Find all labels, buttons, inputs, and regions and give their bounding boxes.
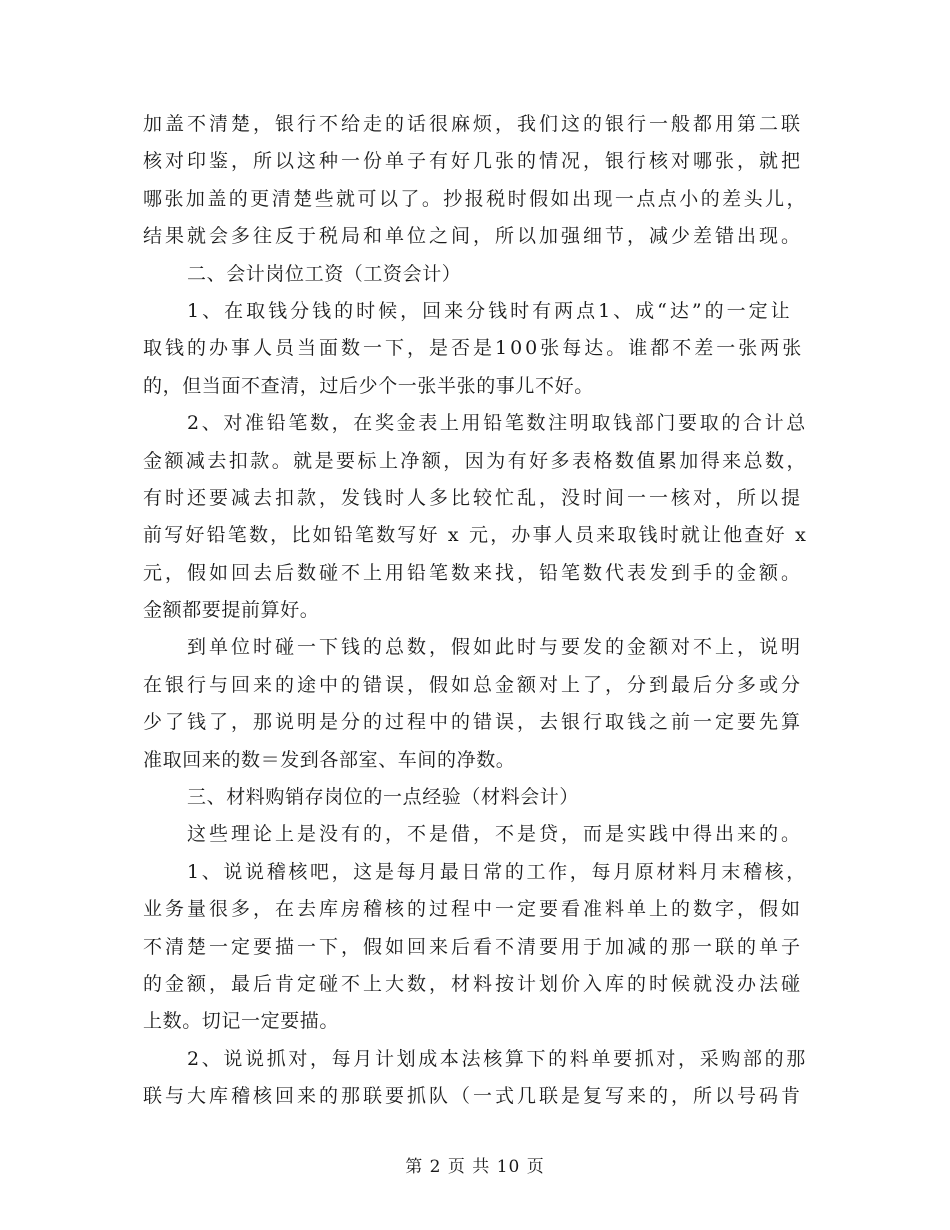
- text-line: 金额减去扣款。就是要标上净额，因为有好多表格数值累加得来总数，: [143, 449, 808, 472]
- text-line: 1、说说稽核吧，这是每月最日常的工作，每月原材料月末稽核，: [187, 860, 808, 883]
- text-line: 2、对准铅笔数，在奖金表上用铅笔数注明取钱部门要取的合计总: [187, 412, 808, 435]
- text-line: 到单位时碰一下钱的总数，假如此时与要发的金额对不上，说明: [187, 636, 804, 659]
- text-line: 1、在取钱分钱的时候，回来分钱时有两点1、成“达”的一定让: [187, 299, 793, 322]
- text-line: 业务量很多，在去库房稽核的过程中一定要看准料单上的数字，假如: [143, 898, 804, 921]
- page-footer: 第 2 页 共 10 页: [405, 1157, 545, 1177]
- text-line: 结果就会多往反于税局和单位之间，所以加强细节，减少差错出现。: [143, 225, 804, 248]
- text-line: 金额都要提前算好。: [143, 599, 320, 622]
- text-line: 取钱的办事人员当面数一下，是否是100张每达。谁都不差一张两张: [143, 337, 805, 360]
- text-line: 不清楚一定要描一下，假如回来后看不清要用于加减的那一联的单子: [143, 935, 804, 958]
- text-line: 哪张加盖的更清楚些就可以了。抄报税时假如出现一点点小的差头儿，: [143, 187, 808, 210]
- text-line: 前写好铅笔数，比如铅笔数写好 x 元，办事人员来取钱时就让他查好 x: [143, 524, 809, 547]
- text-line: 的金额，最后肯定碰不上大数，材料按计划价入库的时候就没办法碰: [143, 972, 804, 995]
- text-line: 这些理论上是没有的，不是借，不是贷，而是实践中得出来的。: [187, 823, 804, 846]
- text-line: 加盖不清楚，银行不给走的话很麻烦，我们这的银行一般都用第二联: [143, 113, 804, 135]
- text-line: 的，但当面不查清，过后少个一张半张的事儿不好。: [143, 374, 594, 397]
- text-line: 核对印鉴，所以这种一份单子有好几张的情况，银行核对哪张，就把: [143, 150, 804, 173]
- text-line: 上数。切记一定要描。: [143, 1010, 340, 1033]
- text-line: 联与大库稽核回来的那联要抓队（一式几联是复写来的，所以号码肯: [143, 1085, 804, 1108]
- text-line: 有时还要减去扣款，发钱时人多比较忙乱，没时间一一核对，所以提: [143, 486, 804, 509]
- document-body: [143, 106, 808, 1116]
- text-line: 二、会计岗位工资（工资会计）: [187, 262, 462, 285]
- text-line: 少了钱了，那说明是分的过程中的错误，去银行取钱之前一定要先算: [143, 711, 804, 734]
- text-line: 元，假如回去后数碰不上用铅笔数来找，铅笔数代表发到手的金额。: [143, 561, 804, 584]
- text-line: 2、说说抓对，每月计划成本法核算下的料单要抓对，采购部的那: [187, 1047, 808, 1070]
- text-line: 在银行与回来的途中的错误，假如总金额对上了，分到最后分多或分: [143, 673, 804, 696]
- text-line: 准取回来的数＝发到各部室、车间的净数。: [143, 748, 516, 771]
- text-line: 三、材料购销存岗位的一点经验（材料会计）: [187, 786, 580, 809]
